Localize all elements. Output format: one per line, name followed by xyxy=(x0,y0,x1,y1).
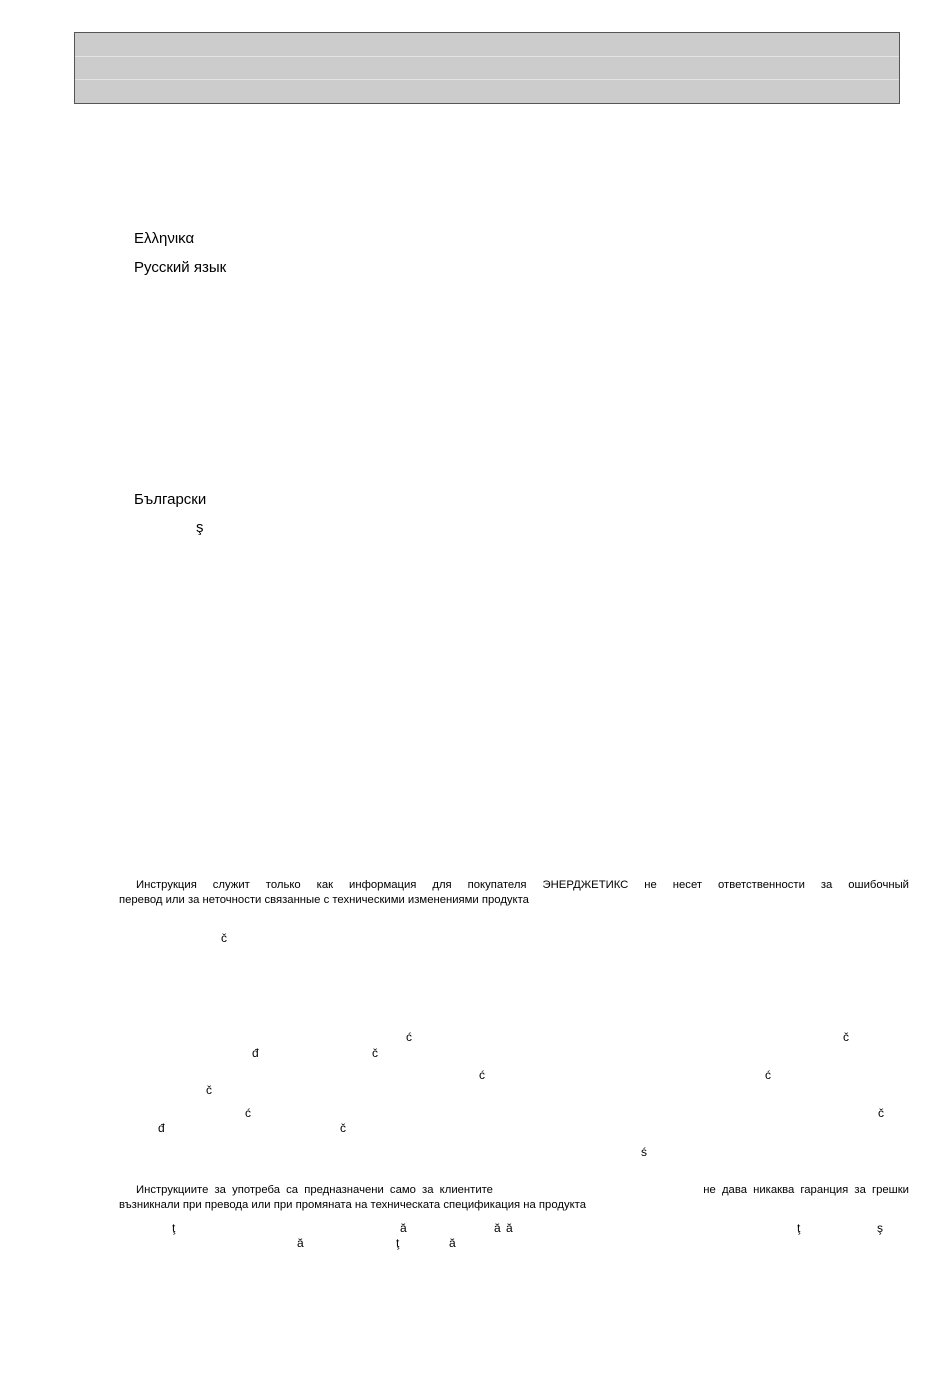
header-banner xyxy=(74,32,900,104)
stray-character: ş xyxy=(877,1221,883,1235)
stray-character: ć xyxy=(765,1068,771,1082)
russian-disclaimer xyxy=(119,878,909,908)
stray-character: č xyxy=(843,1030,849,1044)
language-bulgarian: Български xyxy=(134,491,207,508)
bulgarian-disclaimer xyxy=(119,1183,909,1213)
stray-character: ţ xyxy=(797,1221,801,1235)
stray-character: ć xyxy=(479,1068,485,1082)
stray-character: ă xyxy=(297,1236,304,1250)
stray-character: ć xyxy=(406,1030,412,1044)
russian-disclaimer-line: Инструкция служит только как информация для покупателя ЭНЕРДЖЕТИКС не несет ответственности за ошибочный xyxy=(136,879,909,891)
stray-character: ă xyxy=(506,1221,513,1235)
stray-character: đ xyxy=(158,1121,165,1135)
stray-character: ţ xyxy=(172,1221,176,1235)
bulgarian-disclaimer-line: Инструкциите за употреба са предназначени само за клиентите не дава никаква гаранция за грешки xyxy=(136,1184,909,1196)
stray-character: đ xyxy=(252,1046,259,1060)
header-divider xyxy=(75,79,899,80)
stray-character: č xyxy=(221,931,227,945)
stray-character: ć xyxy=(245,1106,251,1120)
stray-character: ă xyxy=(449,1236,456,1250)
stray-character: ţ xyxy=(396,1236,400,1250)
stray-character: č xyxy=(372,1046,378,1060)
header-divider xyxy=(75,56,899,57)
stray-character: ş xyxy=(196,519,204,536)
language-greek: Ελληνικα xyxy=(134,230,195,247)
stray-character: ă xyxy=(400,1221,407,1235)
stray-character: č xyxy=(340,1121,346,1135)
stray-character: ă xyxy=(494,1221,501,1235)
stray-character: č xyxy=(206,1083,212,1097)
language-russian: Русский язык xyxy=(134,259,227,276)
stray-character: č xyxy=(878,1106,884,1120)
bulgarian-disclaimer-line: възникнали при превода или при промяната на техническата спецификация на продукта xyxy=(119,1199,587,1211)
stray-character: ś xyxy=(641,1145,647,1159)
russian-disclaimer-line: перевод или за неточности связанные с техническими изменениями продукта xyxy=(119,894,529,906)
